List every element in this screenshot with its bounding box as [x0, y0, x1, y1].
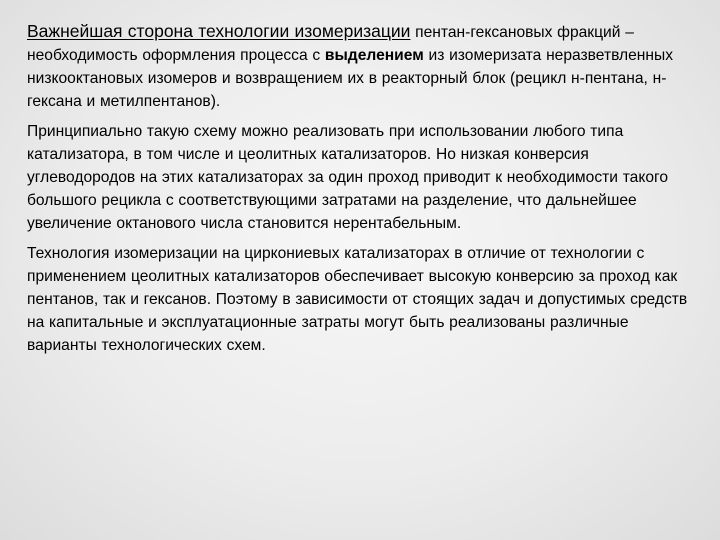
- paragraph-1-text-end: из изомеризата неразветвленных низкооктановых изомеров и возвращением их в реакторный блок (рецикл н-пентана, н-гексана и метилпентанов).: [27, 47, 674, 110]
- text-body: [27, 20, 695, 357]
- paragraph-1-heading: Важнейшая сторона технологии изомеризации: [27, 21, 411, 41]
- paragraph-2: Принципиально такую схему можно реализовать при использовании любого типа катализатора, в том числе и цеолитных катализаторов. Но низкая конверсия углеводородов на этих катализаторах за один проход приводит к необходимости такого большого рецикла с соответствующими затратами на разделение, что дальнейшее увеличение октанового числа становится нерентабельным.: [27, 123, 669, 232]
- paragraph-1: [27, 20, 695, 113]
- paragraph-1-text-start: пентан-гексановых фракций – необходимость оформления процесса с: [27, 24, 634, 64]
- paragraph-3: Технология изомеризации на циркониевых катализаторах в отличие от технологии с применением цеолитных катализаторов обеспечивает высокую конверсию за проход как пентанов, так и гексанов. Поэтому в зависимости от стоящих задач и допустимых средств на капитальные и эксплуатационные затраты могут быть реализованы различные варианты технологических схем.: [27, 245, 688, 354]
- paragraph-1-bold-word: выделением: [324, 47, 424, 64]
